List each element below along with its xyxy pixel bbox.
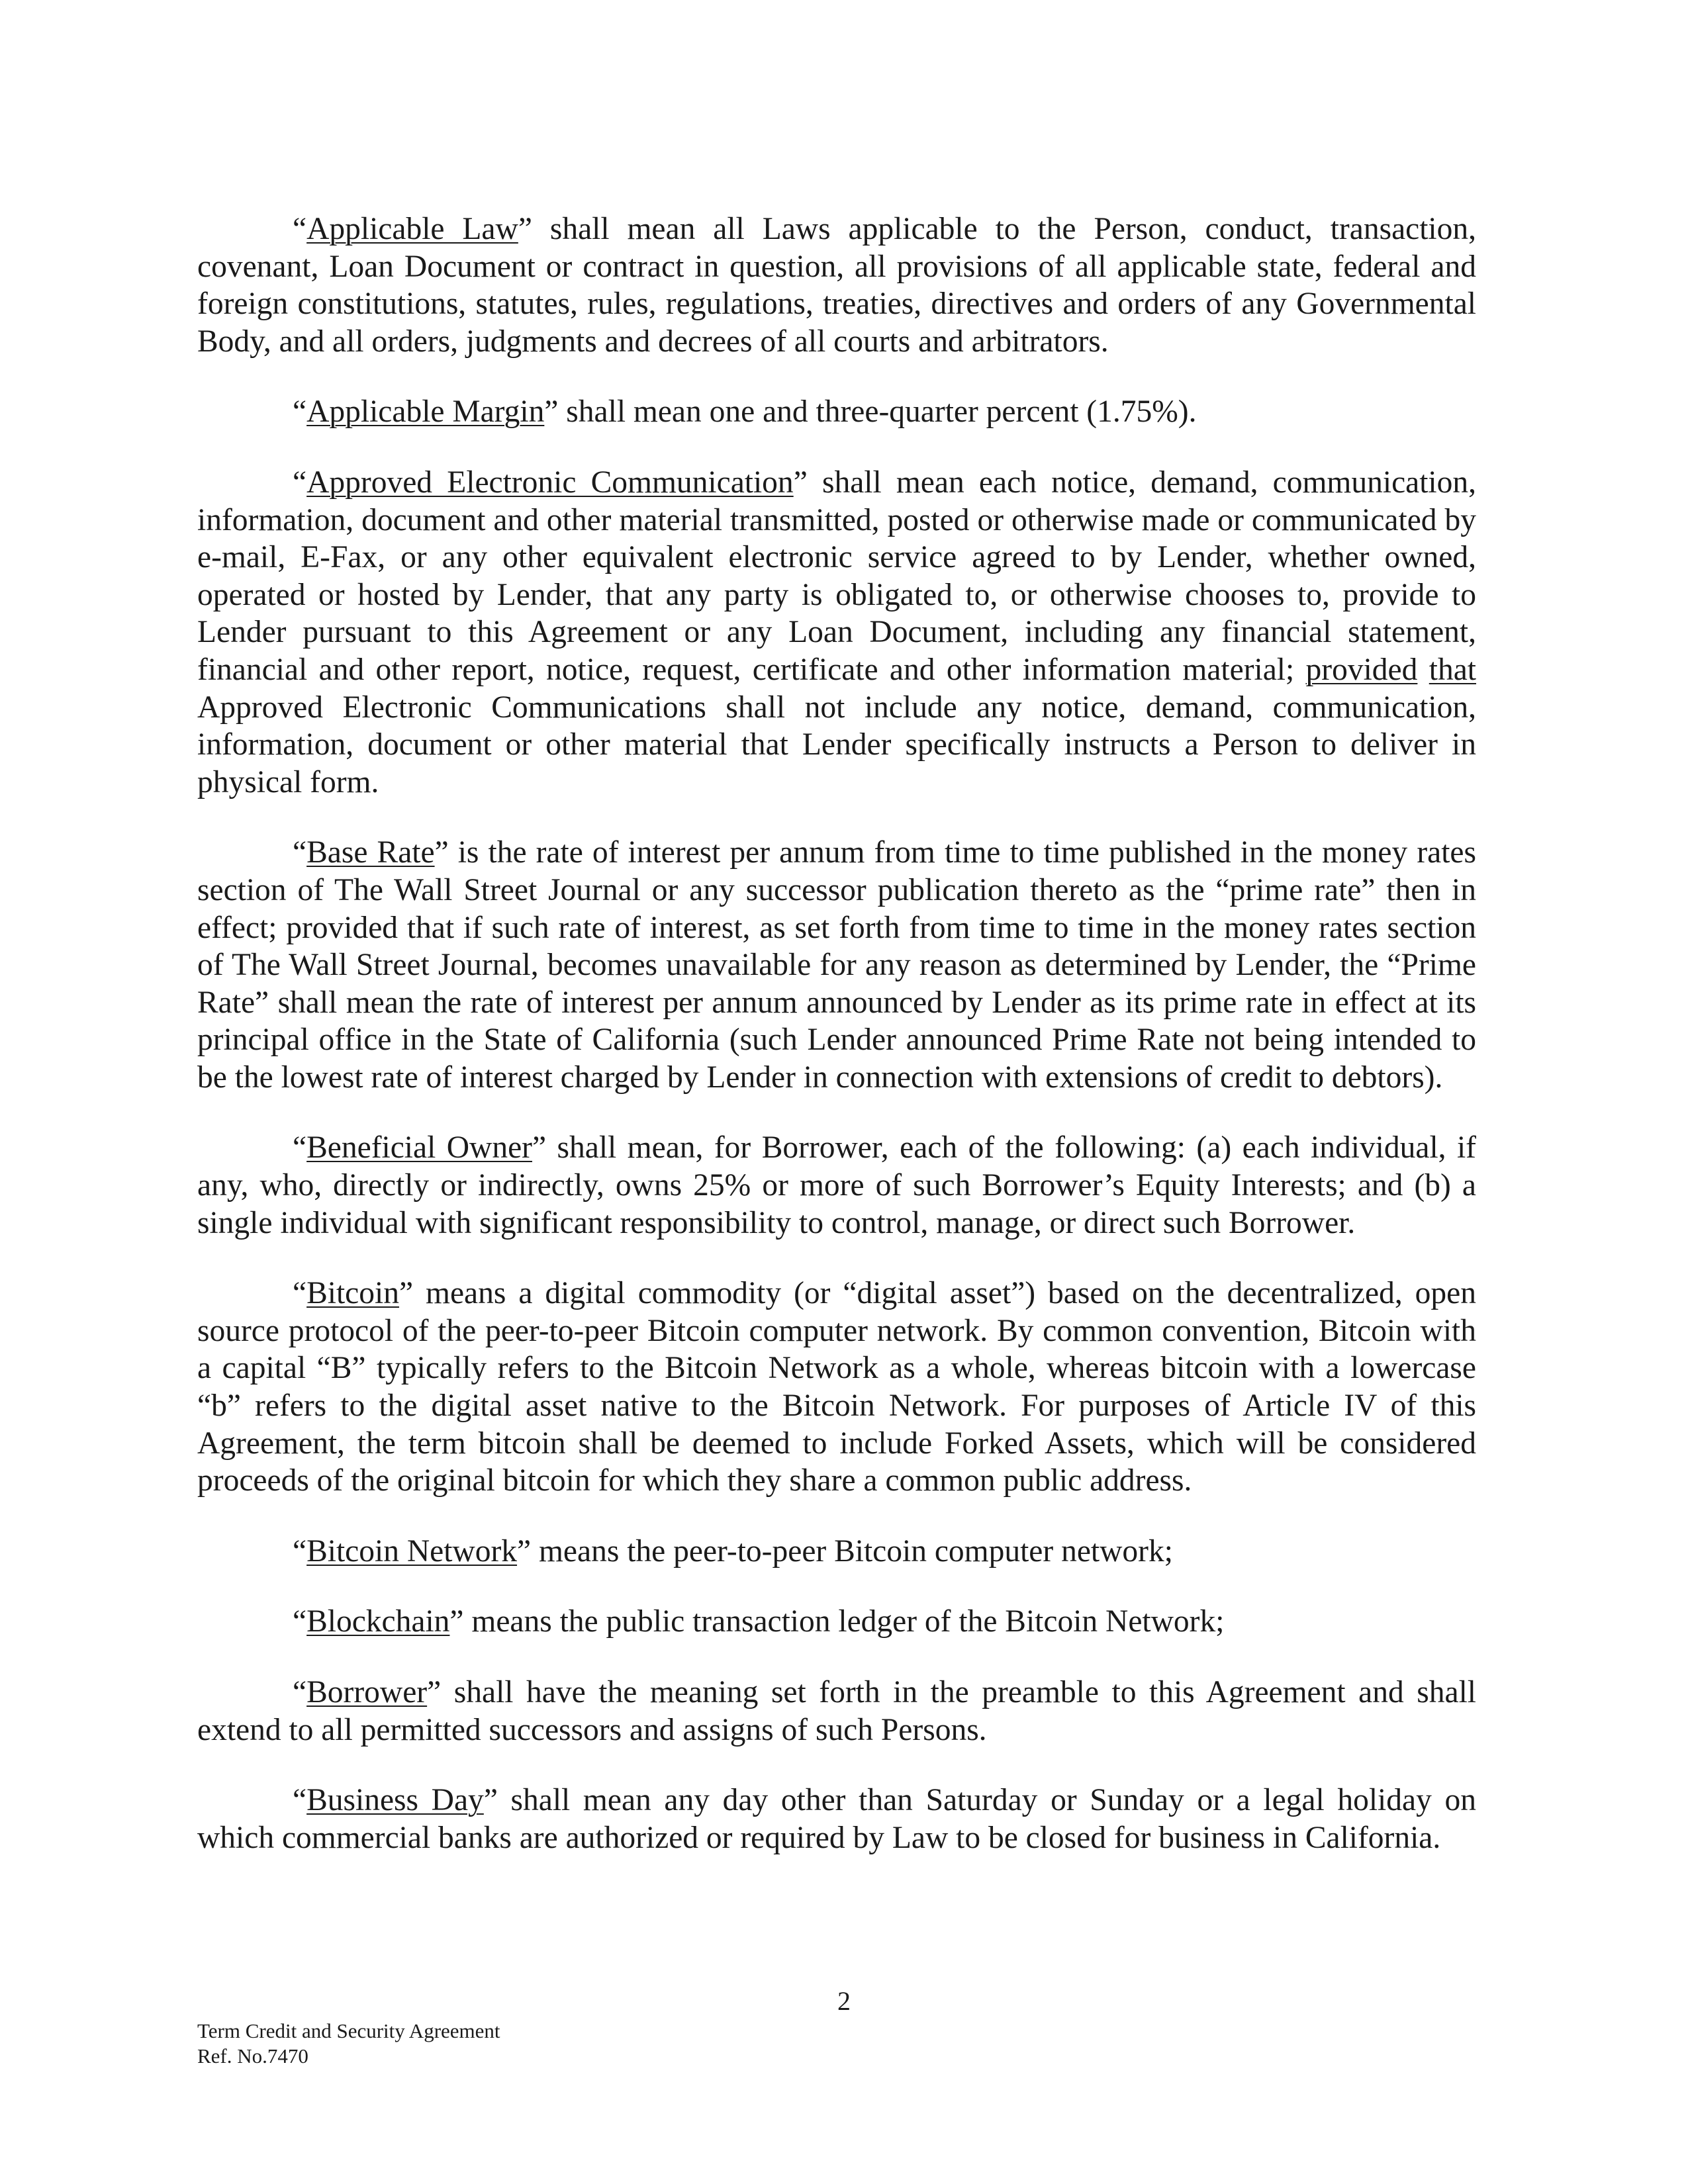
definition-borrower xyxy=(197,1674,1476,1749)
definition-text: ” is the rate of interest per annum from time to time published in the money rates section of The Wall Street Journal or any successor publication thereto as the “prime rate” then in effect; provided that if such rate of interest, as set forth from time to time in the money rates section of The Wall Street Journal, becomes unavailable for any reason as determined by Lender, the “Prime Rate” shall mean the rate of interest per annum announced by Lender as its prime rate in effect at its principal office in the State of California (such Lender announced Prime Rate not being intended to be the lowest rate of interest charged by Lender in connection with extensions of credit to debtors). xyxy=(197,835,1476,1095)
definition-text: ” shall mean, for Borrower, each of the following: (a) each individual, if any, who, directly or indirectly, owns 25% or more of such Borrower’s Equity Interests; and (b) a single individual with significant responsibility to control, manage, or direct such Borrower. xyxy=(197,1130,1476,1240)
definition-text: ” shall mean all Laws applicable to the Person, conduct, transaction, covenant, Loan Document or contract in question, all provisions of all applicable state, federal and foreign constitutions, statutes, rules, regulations, treaties, directives and orders of any Governmental Body, and all orders, judgments and decrees of all courts and arbitrators. xyxy=(197,212,1476,359)
definition-text-continued: Approved Electronic Communications shall not include any notice, demand, communication, information, document or other material that Lender specifically instructs a Person to deliver in physical form. xyxy=(197,690,1476,799)
defined-term: Approved Electronic Communication xyxy=(306,465,794,500)
open-quote: “ xyxy=(293,465,307,500)
open-quote: “ xyxy=(293,212,307,246)
definition-applicable-law xyxy=(197,210,1476,360)
definition-business-day xyxy=(197,1782,1476,1856)
defined-term: Base Rate xyxy=(306,835,435,870)
proviso-provided: provided xyxy=(1305,652,1418,687)
footer xyxy=(197,2019,500,2069)
defined-term: Applicable Law xyxy=(306,212,518,246)
defined-term: Applicable Margin xyxy=(306,394,545,430)
definition-base-rate xyxy=(197,834,1476,1096)
defined-term: Business Day xyxy=(306,1783,484,1818)
open-quote: “ xyxy=(293,394,307,430)
definition-text: ” shall mean any day other than Saturday or Sunday or a legal holiday on which commercial banks are authorized or required by Law to be closed for business in California. xyxy=(197,1783,1476,1855)
footer-document-title: Term Credit and Security Agreement xyxy=(197,2019,500,2042)
definition-text: ” means the public transaction ledger of the Bitcoin Network; xyxy=(449,1604,1225,1639)
definitions-section xyxy=(197,210,1476,1889)
definition-text: ” shall have the meaning set forth in the preamble to this Agreement and shall extend to all permitted successors and assigns of such Persons. xyxy=(197,1675,1476,1747)
definition-beneficial-owner xyxy=(197,1129,1476,1242)
defined-term: Bitcoin Network xyxy=(306,1533,518,1569)
defined-term: Beneficial Owner xyxy=(306,1130,532,1165)
open-quote: “ xyxy=(293,1675,307,1709)
proviso-that: that xyxy=(1429,652,1476,687)
open-quote: “ xyxy=(293,1604,307,1639)
definition-bitcoin-network xyxy=(197,1533,1476,1570)
open-quote: “ xyxy=(293,835,307,870)
definition-applicable-margin xyxy=(197,393,1476,431)
definition-bitcoin xyxy=(197,1275,1476,1500)
open-quote: “ xyxy=(293,1130,307,1165)
open-quote: “ xyxy=(293,1276,307,1311)
defined-term: Bitcoin xyxy=(306,1276,399,1311)
definition-approved-electronic-communication xyxy=(197,464,1476,801)
definition-text: ” shall mean each notice, demand, communication, information, document and other material transmitted, posted or otherwise made or communicated by e-mail, E-Fax, or any other equivalent electronic service agreed to by Lender, whether owned, operated or hosted by Lender, that any party is obligated to, or otherwise chooses to, provide to Lender pursuant to this Agreement or any Loan Document, including any financial statement, financial and other report, notice, request, certificate and other information material; xyxy=(197,465,1476,687)
defined-term: Borrower xyxy=(306,1675,428,1709)
open-quote: “ xyxy=(293,1533,307,1569)
open-quote: “ xyxy=(293,1783,307,1818)
page-number: 2 xyxy=(837,1986,851,2016)
defined-term: Blockchain xyxy=(306,1604,450,1639)
definition-text: ” means the peer-to-peer Bitcoin computer network; xyxy=(517,1533,1173,1569)
footer-reference-number: Ref. No.7470 xyxy=(197,2044,308,2068)
definition-text: ” shall mean one and three-quarter percent (1.75%). xyxy=(544,394,1197,430)
definition-text: ” means a digital commodity (or “digital asset”) based on the decentralized, open source protocol of the peer-to-peer Bitcoin computer network. By common convention, Bitcoin with a capital “B” typically refers to the Bitcoin Network as a whole, whereas bitcoin with a lowercase “b” refers to the digital asset native to the Bitcoin Network. For purposes of Article IV of this Agreement, the term bitcoin shall be deemed to include Forked Assets, which will be considered proceeds of the original bitcoin for which they share a common public address. xyxy=(197,1276,1476,1498)
definition-blockchain xyxy=(197,1603,1476,1641)
